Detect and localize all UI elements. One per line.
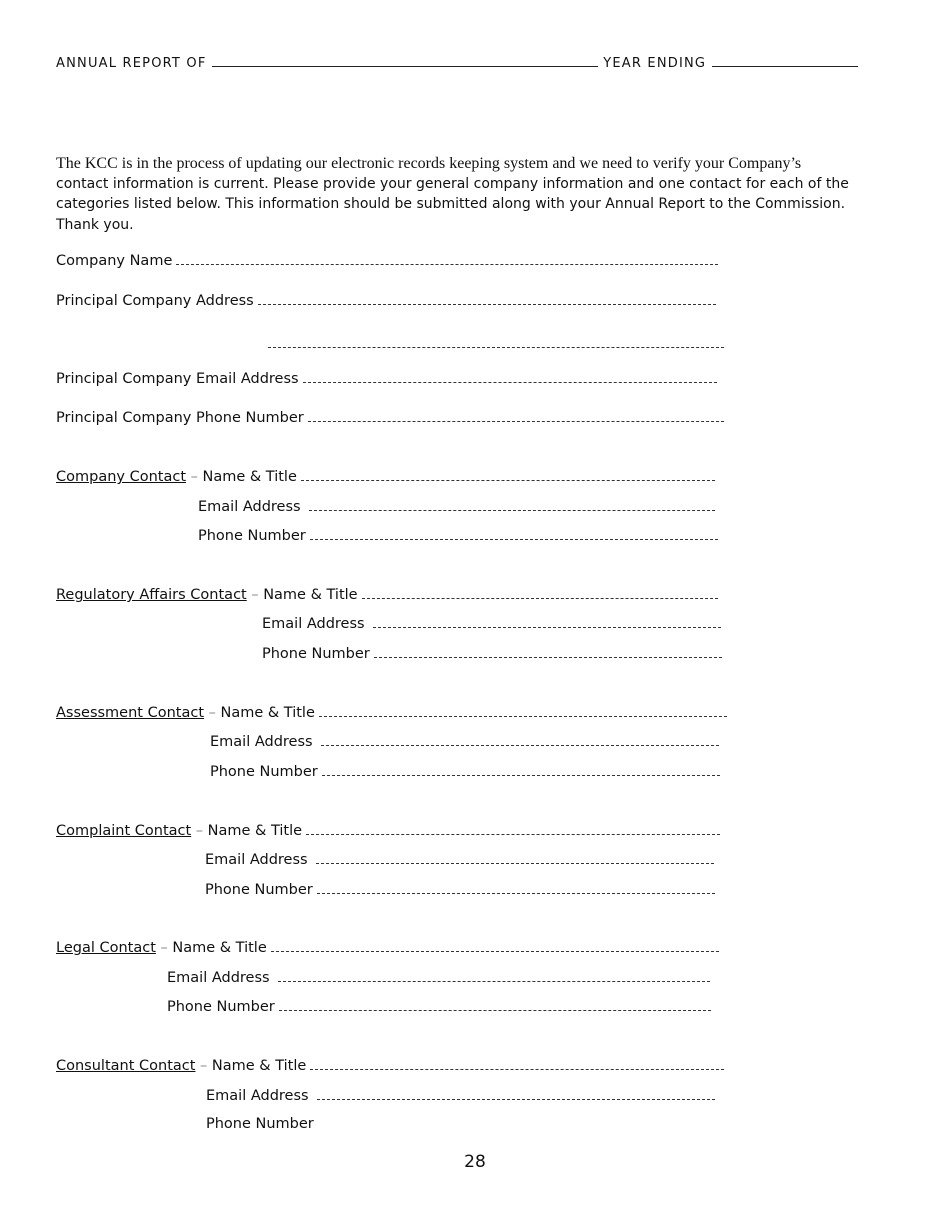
- company-contact-name-field[interactable]: [301, 468, 715, 481]
- assessment-contact-separator: –: [208, 705, 216, 721]
- complaint-contact-phone-row: [205, 881, 715, 898]
- consultant-contact-email-field[interactable]: [317, 1087, 715, 1100]
- legal-contact-separator: –: [160, 940, 168, 956]
- company-contact-phone-row: [198, 527, 718, 544]
- company-address-field-2[interactable]: [268, 335, 724, 348]
- assessment-contact-phone-label: Phone Number: [210, 764, 318, 780]
- company-name-label: Company Name: [56, 253, 173, 269]
- company-name-field[interactable]: [176, 252, 718, 265]
- legal-contact-email-row: [167, 969, 710, 986]
- complaint-contact-category: Complaint Contact: [56, 823, 192, 839]
- company-email-label: Principal Company Email Address: [56, 371, 299, 387]
- regulatory-contact-email-field[interactable]: [373, 615, 721, 628]
- company-name-row: [56, 252, 718, 269]
- complaint-contact-name-label: Name & Title: [207, 823, 303, 839]
- regulatory-contact-phone-label: Phone Number: [262, 646, 370, 662]
- legal-contact-phone-row: [167, 998, 711, 1015]
- assessment-contact-name-label: Name & Title: [220, 705, 315, 721]
- company-address-field[interactable]: [258, 292, 716, 305]
- regulatory-contact-phone-field[interactable]: [374, 645, 722, 658]
- assessment-contact-name-field[interactable]: [319, 704, 727, 717]
- complaint-contact-phone-label: Phone Number: [205, 882, 313, 898]
- company-contact-name-row: [56, 468, 715, 485]
- consultant-contact-separator: –: [200, 1058, 208, 1074]
- regulatory-contact-name-row: [56, 586, 718, 603]
- company-name-blank[interactable]: [212, 56, 598, 67]
- complaint-contact-separator: –: [195, 823, 204, 839]
- regulatory-contact-email-label: Email Address: [262, 616, 365, 632]
- company-email-field[interactable]: [303, 370, 717, 383]
- legal-contact-category: Legal Contact: [56, 940, 156, 956]
- consultant-contact-phone-label: Phone Number: [206, 1116, 314, 1132]
- complaint-contact-email-row: [205, 851, 714, 868]
- company-contact-category: Company Contact: [56, 469, 187, 485]
- company-address-row: [56, 292, 716, 309]
- assessment-contact-category: Assessment Contact: [56, 705, 205, 721]
- regulatory-contact-email-row: [262, 615, 721, 632]
- regulatory-contact-name-label: Name & Title: [263, 587, 358, 603]
- company-address-row-2: [268, 335, 724, 352]
- legal-contact-phone-label: Phone Number: [167, 999, 275, 1015]
- page-number: 28: [464, 1152, 486, 1172]
- assessment-contact-name-row: [56, 704, 727, 721]
- consultant-contact-category: Consultant Contact: [56, 1058, 196, 1074]
- company-email-row: [56, 370, 717, 387]
- legal-contact-name-row: [56, 939, 719, 956]
- annual-report-label: ANNUAL REPORT OF: [56, 56, 207, 71]
- year-ending-label: YEAR ENDING: [603, 56, 707, 71]
- company-phone-row: [56, 409, 724, 426]
- legal-contact-name-field[interactable]: [271, 939, 719, 952]
- consultant-contact-email-row: [206, 1087, 715, 1104]
- company-contact-email-row: [198, 498, 715, 515]
- complaint-contact-phone-field[interactable]: [317, 881, 715, 894]
- complaint-contact-name-field[interactable]: [306, 822, 720, 835]
- company-contact-email-field[interactable]: [309, 498, 715, 511]
- intro-text-serif: The KCC is in the process of updating our electronic records keeping system and we need to verify your Company’s: [56, 155, 802, 172]
- consultant-contact-name-label: Name & Title: [211, 1058, 307, 1074]
- report-header: [56, 56, 858, 71]
- consultant-contact-name-row: [56, 1057, 724, 1074]
- regulatory-contact-category: Regulatory Affairs Contact: [56, 587, 247, 603]
- intro-paragraph: [56, 154, 856, 235]
- legal-contact-name-label: Name & Title: [172, 940, 267, 956]
- company-address-label: Principal Company Address: [56, 293, 254, 309]
- consultant-contact-name-field[interactable]: [310, 1057, 724, 1070]
- assessment-contact-phone-field[interactable]: [322, 763, 720, 776]
- company-contact-phone-field[interactable]: [310, 527, 718, 540]
- company-phone-field[interactable]: [308, 409, 724, 422]
- company-contact-separator: –: [190, 469, 198, 485]
- assessment-contact-email-label: Email Address: [210, 734, 313, 750]
- assessment-contact-email-field[interactable]: [321, 733, 719, 746]
- regulatory-contact-phone-row: [262, 645, 722, 662]
- regulatory-contact-name-field[interactable]: [362, 586, 718, 599]
- assessment-contact-phone-row: [210, 763, 720, 780]
- complaint-contact-email-field[interactable]: [316, 851, 714, 864]
- consultant-contact-email-label: Email Address: [206, 1088, 309, 1104]
- complaint-contact-name-row: [56, 822, 720, 839]
- assessment-contact-email-row: [210, 733, 719, 750]
- legal-contact-phone-field[interactable]: [279, 998, 711, 1011]
- consultant-contact-phone-row: [206, 1116, 314, 1132]
- company-phone-label: Principal Company Phone Number: [56, 410, 304, 426]
- regulatory-contact-separator: –: [251, 587, 259, 603]
- company-contact-email-label: Email Address: [198, 499, 301, 515]
- legal-contact-email-field[interactable]: [278, 969, 710, 982]
- company-contact-phone-label: Phone Number: [198, 528, 306, 544]
- year-ending-blank[interactable]: [712, 56, 858, 67]
- complaint-contact-email-label: Email Address: [205, 852, 308, 868]
- legal-contact-email-label: Email Address: [167, 970, 270, 986]
- intro-text-sans: contact information is current. Please provide your general company information and one contact for each of the categories listed below. This information should be submitted along with your Annual Report to the Commission. Thank you.: [56, 175, 849, 233]
- company-contact-name-label: Name & Title: [202, 469, 297, 485]
